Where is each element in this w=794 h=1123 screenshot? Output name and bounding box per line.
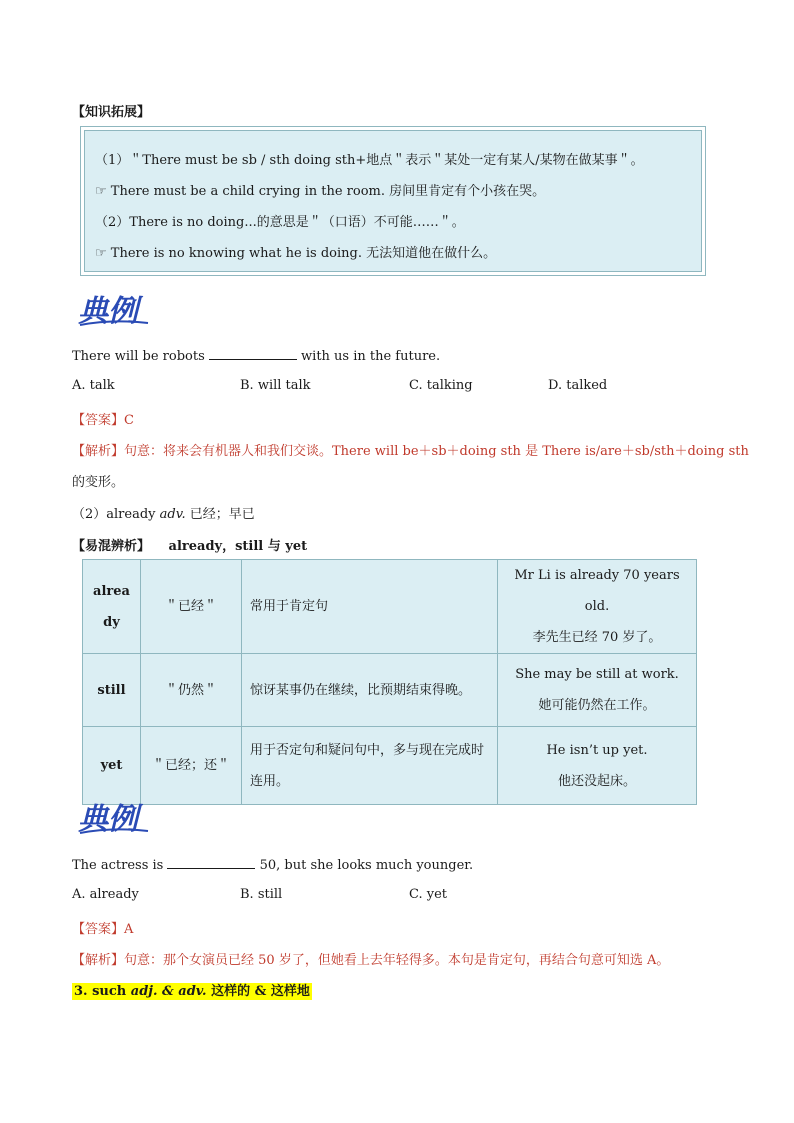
section3-pos: adj. & adv.	[130, 984, 207, 999]
confusion-label: 【易混辨析】	[72, 539, 151, 554]
logo-text: 典例	[78, 294, 138, 329]
word-cell: still	[83, 654, 141, 727]
answer-value: C	[124, 413, 134, 428]
example-en: She may be still at work.	[515, 667, 679, 682]
example-en: Mr Li is already 70 years old.	[514, 568, 680, 614]
example-logo-icon	[76, 797, 152, 837]
answer-label: 【答案】	[72, 922, 125, 937]
logo-text: 典例	[78, 802, 138, 837]
section3-heading	[72, 980, 312, 999]
meaning-cell: ＂已经＂	[141, 560, 242, 654]
table-row	[83, 654, 697, 727]
example-cell	[498, 560, 697, 654]
example-cell	[498, 727, 697, 805]
analysis-label: 【解析】	[72, 953, 125, 968]
option-b: B. will talk	[240, 378, 311, 393]
already-heading	[72, 503, 255, 522]
knowledge-heading: 【知识拓展】	[72, 105, 151, 120]
answer-blank	[167, 856, 255, 869]
option-b: B. still	[240, 887, 283, 902]
example1-analysis	[72, 440, 749, 459]
already-heading-pos: adv.	[159, 507, 186, 522]
analysis-label: 【解析】	[72, 444, 125, 459]
usage-cell: 用于否定句和疑问句中，多与现在完成时连用。	[242, 727, 498, 805]
pointing-hand-icon: ☞	[95, 184, 107, 199]
example1-question	[72, 347, 440, 364]
option-c: C. yet	[409, 887, 448, 902]
example-en: He isn’t up yet.	[546, 742, 648, 758]
example1-question-post: with us in the future.	[301, 349, 441, 364]
example-cell	[498, 654, 697, 727]
word-cell: already	[83, 560, 141, 654]
answer-label: 【答案】	[72, 413, 125, 428]
example2-question-pre: The actress is	[72, 858, 164, 873]
table-row	[83, 560, 697, 654]
analysis-line-2: 的变形。	[72, 475, 125, 490]
example2-answer	[72, 918, 133, 937]
confusion-heading	[72, 535, 307, 554]
section3-pre: 3. such	[74, 984, 131, 999]
pointing-hand-icon: ☞	[95, 246, 107, 261]
word-cell: yet	[83, 727, 141, 805]
comparison-table	[82, 559, 697, 805]
already-heading-post: 已经；早已	[185, 507, 255, 522]
knowledge-line-2: There must be a child crying in the room. 房间里肯定有个小孩在哭。	[110, 184, 546, 199]
answer-value: A	[124, 922, 134, 937]
option-d: D. talked	[548, 378, 608, 393]
usage-cell: 常用于肯定句	[242, 560, 498, 654]
meaning-cell: ＂已经；还＂	[141, 727, 242, 805]
example-cn: 李先生已经 70 岁了。	[532, 630, 662, 645]
example2-analysis	[72, 949, 669, 968]
table-row	[83, 727, 697, 805]
knowledge-line-3: （2）There is no doing...的意思是＂（口语）不可能……＂。	[95, 215, 465, 230]
already-heading-pre: （2）already	[72, 507, 160, 522]
analysis-text: 句意：那个女演员已经 50 岁了，但她看上去年轻得多。本句是肯定句，再结合句意可知选 A。	[124, 953, 670, 968]
knowledge-line-4: There is no knowing what he is doing. 无法知道他在做什么。	[110, 246, 497, 261]
section3-post: 这样的 & 这样地	[206, 984, 310, 999]
example2-question-post: 50, but she looks much younger.	[259, 858, 474, 873]
knowledge-example-2	[95, 242, 496, 261]
knowledge-line-1: （1）＂There must be sb / sth doing sth+地点＂表示＂某处一定有某人/某物在做某事＂。	[95, 153, 644, 168]
confusion-topic: already，still 与 yet	[168, 539, 308, 554]
example-cn: 她可能仍然在工作。	[538, 698, 656, 713]
example1-question-pre: There will be robots	[72, 349, 205, 364]
knowledge-box	[80, 126, 706, 276]
option-a: A. talk	[72, 378, 115, 393]
example-logo-icon	[76, 289, 152, 329]
example1-answer	[72, 409, 134, 428]
usage-cell: 惊讶某事仍在继续，比预期结束得晚。	[242, 654, 498, 727]
knowledge-example-1	[95, 180, 545, 199]
example-cn: 他还没起床。	[557, 773, 636, 789]
answer-blank	[209, 347, 297, 360]
option-a: A. already	[72, 887, 139, 902]
example2-question	[72, 856, 473, 873]
meaning-cell: ＂仍然＂	[141, 654, 242, 727]
analysis-line-1: 句意：将来会有机器人和我们交谈。There will be＋sb＋doing sth 是 There is/are＋sb/sth＋doing sth	[124, 444, 749, 459]
option-c: C. talking	[409, 378, 473, 393]
